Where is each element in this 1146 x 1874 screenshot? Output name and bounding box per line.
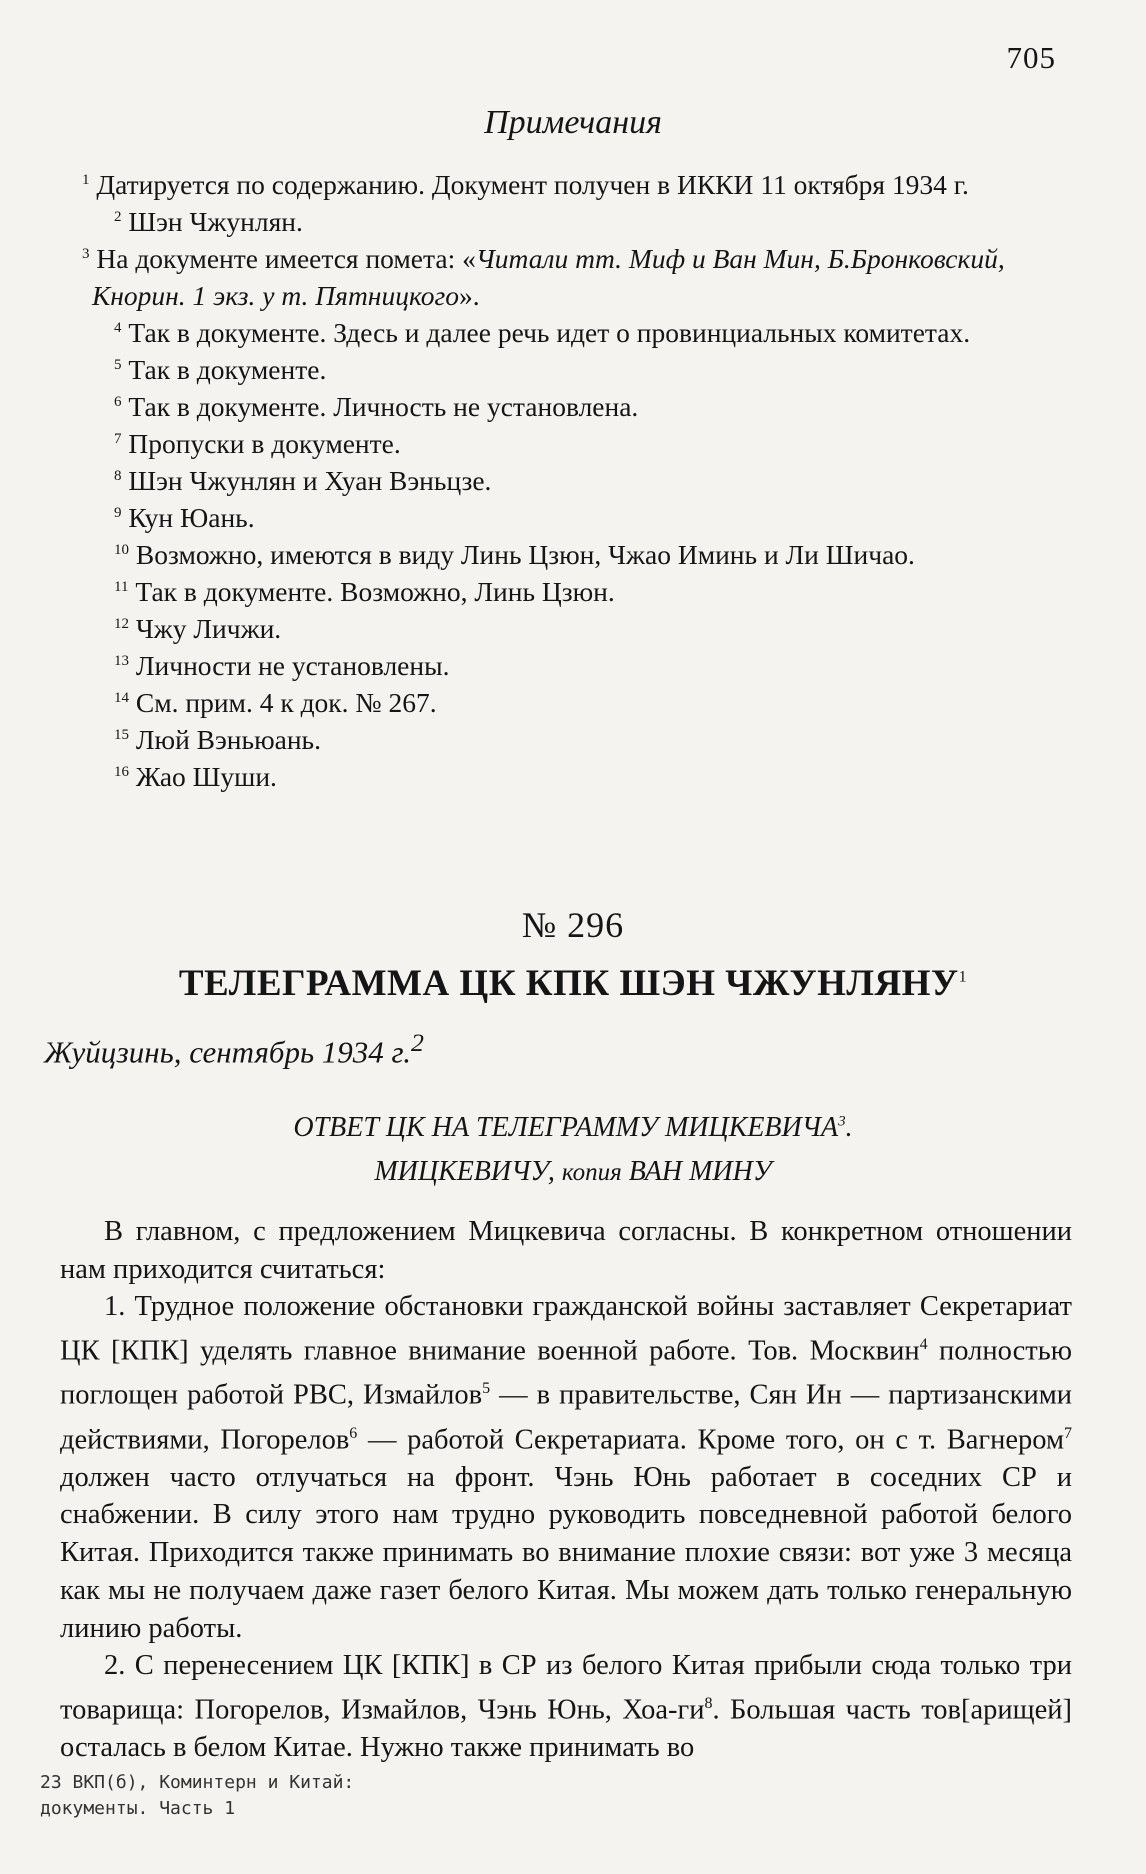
note-11: $^{11}$ Так в документе. Возможно, Линь Цзюн. bbox=[114, 576, 615, 607]
subheading-reply: ОТВЕТ ЦК НА ТЕЛЕГРАММУ МИЦКЕВИЧА$^3$. bbox=[293, 1112, 853, 1143]
document-body bbox=[60, 1213, 1072, 1767]
note-10: $^{10}$ Возможно, имеются в виду Линь Цзюн, Чжао Иминь и Ли Шичао. bbox=[114, 539, 915, 570]
note-5: $^5$ Так в документе. bbox=[114, 354, 327, 385]
footnote-ref: 1 bbox=[958, 968, 968, 986]
note-4: $^4$ Так в документе. Здесь и далее речь идет о провинциальных комитетах. bbox=[114, 317, 971, 348]
document-dateline: Жуйцзинь, сентябрь 1934 г.$^2$ bbox=[44, 1028, 424, 1070]
note-13: $^{13}$ Личности не установлены. bbox=[114, 650, 450, 681]
note-7: $^7$ Пропуски в документе. bbox=[114, 428, 401, 459]
notes-heading: Примечания bbox=[484, 104, 662, 141]
note-16: $^{16}$ Жао Шуши. bbox=[114, 761, 277, 792]
page-footer-signature: 23 ВКП(б), Коминтерн и Китай: документы. Часть 1 bbox=[40, 1772, 355, 1819]
note-9: $^9$ Кун Юань. bbox=[114, 502, 255, 533]
document-title: ТЕЛЕГРАММА ЦК КПК ШЭН ЧЖУНЛЯНУ$^1$ bbox=[178, 963, 968, 1004]
note-15: $^{15}$ Люй Вэньюань. bbox=[114, 724, 321, 755]
paragraph-intro: В главном, с предложением Мицкевича согласны. В конкретном отношении нам приходится считаться: bbox=[60, 1216, 1072, 1285]
note-1: $^1$ Датируется по содержанию. Документ получен в ИККИ 11 октября 1934 г. bbox=[82, 169, 969, 200]
footnote-ref: 2 bbox=[411, 1028, 424, 1057]
subheading-addressee: МИЦКЕВИЧУ, копия ВАН МИНУ bbox=[374, 1156, 772, 1187]
page-number: 705 bbox=[1006, 40, 1056, 75]
note-3: $^3$ На документе имеется помета: «Читали тт. Миф и Ван Мин, Б.Бронковский, Кнорин. 1 экз. у т. Пятницкого». bbox=[82, 243, 1005, 311]
note-6: $^6$ Так в документе. Личность не установлена. bbox=[114, 391, 639, 422]
note-12: $^{12}$ Чжу Личжи. bbox=[114, 613, 282, 644]
note-8: $^8$ Шэн Чжунлян и Хуан Вэньцзе. bbox=[114, 465, 492, 496]
paragraph-2: 2. С перенесением ЦК [КПК] в СР из белого Китая прибыли сюда только три товарища: Погорелов, Измайлов, Чэнь Юнь, Хоа-$ги^8$. Большая часть тов[арищей] осталась в белом Китае. Нужно также принимать во bbox=[60, 1650, 1072, 1764]
note-14: $^{14}$ См. прим. 4 к док. № 267. bbox=[114, 687, 437, 718]
paragraph-1: 1. Трудное положение обстановки гражданской войны заставляет Секретариат ЦК [КПК] уделять главное внимание военной работе. Тов. Москвин$^4$ полностью поглощен работой РВС, Измайлов$^5$ — в правительстве, Сян Ин — партизанскими действиями, Погорелов$^6$ — работой Секретариата. Кроме того, он с т. Вагнером$^7$ должен часто отлучаться на фронт. Чэнь Юнь работает в соседних СР и снабжении. В силу этого нам трудно руководить повседневной работой белого Китая. Приходится также принимать во внимание плохие связи: вот уже 3 месяца как мы не получаем даже газет белого Китая. Мы можем дать только генеральную линию работы. bbox=[60, 1291, 1072, 1644]
notes-list bbox=[40, 166, 1070, 795]
note-2: $^2$ Шэн Чжунлян. bbox=[114, 206, 303, 237]
document-number: № 296 bbox=[521, 905, 625, 945]
